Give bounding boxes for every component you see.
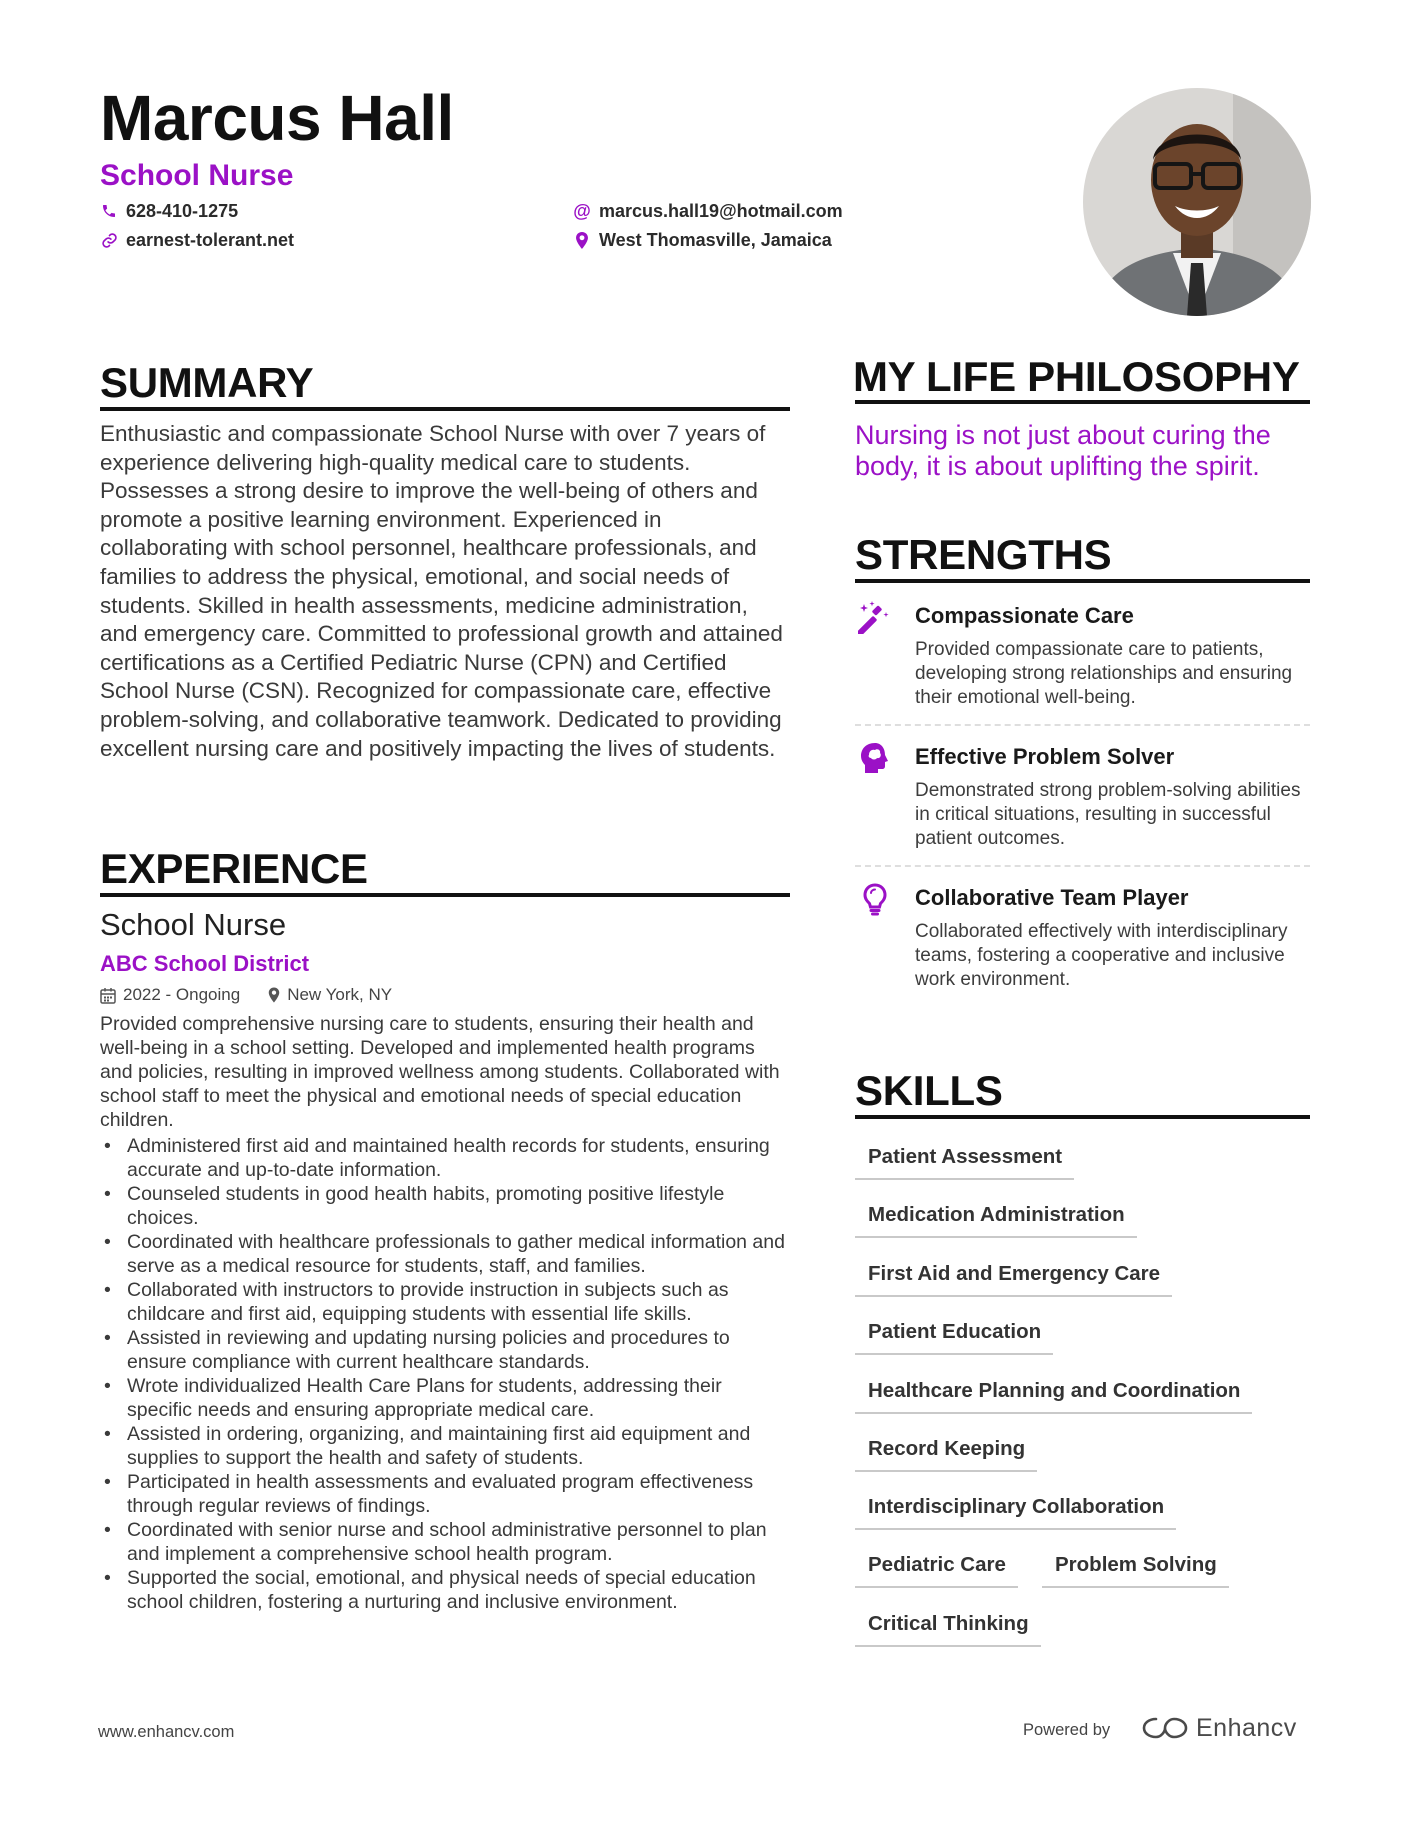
skill-tag: Pediatric Care (855, 1552, 1018, 1588)
job-meta (100, 984, 392, 1006)
footer-website[interactable]: www.enhancv.com (98, 1723, 235, 1741)
experience-divider (100, 893, 790, 897)
job-bullet: • Coordinated with senior nurse and school administrative personnel to plan and implement a comprehensive school health program. (100, 1518, 790, 1566)
experience-heading: EXPERIENCE (100, 845, 368, 892)
job-bullet: • Counseled students in good health habits, promoting positive lifestyle choices. (100, 1182, 790, 1230)
summary-heading: SUMMARY (100, 359, 314, 406)
job-bullet: • Assisted in ordering, organizing, and maintaining first aid equipment and supplies to support the health and safety of students. (100, 1422, 790, 1470)
calendar-icon (100, 987, 116, 1004)
phone-text: 628-410-1275 (126, 201, 239, 221)
job-bullet: • Wrote individualized Health Care Plans for students, addressing their specific needs and ensuring appropriate medical care. (100, 1374, 790, 1422)
strength-title: Collaborative Team Player (915, 885, 1189, 910)
magic-wand-icon (858, 600, 892, 634)
skills-divider (855, 1115, 1310, 1119)
contact-phone (100, 200, 238, 222)
skill-tag: Record Keeping (855, 1436, 1037, 1472)
email-text: marcus.hall19@hotmail.com (599, 201, 843, 221)
strength-title: Compassionate Care (915, 603, 1134, 628)
strength-title: Effective Problem Solver (915, 744, 1175, 769)
strength-description: Collaborated effectively with interdisciplinary teams, fostering a cooperative and inclusive work environment. (915, 921, 1288, 990)
job-company: ABC School District (100, 951, 310, 976)
skill-tag: Critical Thinking (855, 1611, 1041, 1647)
skills-heading: SKILLS (855, 1067, 1003, 1114)
job-bullet: • Administered first aid and maintained health records for students, ensuring accurate and up-to-date information. (100, 1134, 790, 1182)
philosophy-quote: Nursing is not just about curing the body, it is about uplifting the spirit. (855, 420, 1271, 481)
skill-tag: Patient Assessment (855, 1144, 1074, 1180)
contact-email[interactable] (573, 200, 843, 222)
job-bullet: • Collaborated with instructors to provide instruction in subjects such as childcare and first aid, equipping students with essential life skills. (100, 1278, 790, 1326)
candidate-title: School Nurse (100, 159, 294, 192)
strengths-heading: STRENGTHS (855, 531, 1112, 578)
job-bullet: • Participated in health assessments and evaluated program effectiveness through regular reviews of findings. (100, 1470, 790, 1518)
skill-tag: Patient Education (855, 1319, 1053, 1355)
skill-tag: Interdisciplinary Collaboration (855, 1494, 1176, 1530)
skill-tag: Medication Administration (855, 1202, 1137, 1238)
footer-brand-logo[interactable] (1142, 1713, 1297, 1743)
at-sign-icon: @ (573, 201, 591, 221)
website-text: earnest-tolerant.net (126, 230, 295, 250)
link-icon (100, 231, 118, 249)
summary-text: Enthusiastic and compassionate School Nurse with over 7 years of experience delivering high-quality medical care to students. Possesses a strong desire to improve the well-being of others and promote a positive learning environment. Experienced in collaborating with school personnel, healthcare professionals, and families to address the physical, emotional, and social needs of students. Skilled in health assessments, medicine administration, and emergency care. Committed to professional growth and attained certifications as a Certified Pediatric Nurse (CPN) and Certified School Nurse (CSN). Recognized for compassionate care, effective problem-solving, and collaborative teamwork. Dedicated to providing excellent nursing care and positively impacting the lives of students. (100, 421, 783, 761)
strength-description: Demonstrated strong problem-solving abilities in critical situations, resulting in successful patient outcomes. (915, 780, 1301, 849)
summary-divider (100, 407, 790, 411)
contact-location (573, 229, 832, 251)
job-dates: 2022 - Ongoing (123, 985, 241, 1004)
profile-photo (1083, 88, 1311, 316)
footer-brand-name: Enhancv (1196, 1714, 1297, 1742)
phone-icon (100, 202, 118, 220)
philosophy-divider (855, 400, 1310, 404)
location-pin-icon (573, 231, 591, 249)
job-bullets (100, 1134, 790, 1614)
strength-separator (855, 865, 1310, 867)
skill-tag: Healthcare Planning and Coordination (855, 1378, 1252, 1414)
philosophy-heading: MY LIFE PHILOSOPHY (853, 353, 1300, 400)
job-title: School Nurse (100, 907, 287, 942)
contact-website[interactable] (100, 229, 294, 251)
job-location: New York, NY (287, 985, 393, 1004)
job-bullet: • Supported the social, emotional, and physical needs of special education school children, fostering a nurturing and inclusive environment. (100, 1566, 790, 1614)
lightbulb-icon (858, 882, 892, 916)
skill-tag: First Aid and Emergency Care (855, 1261, 1172, 1297)
footer-powered-by: Powered by (1023, 1721, 1111, 1739)
strengths-divider (855, 579, 1310, 583)
job-description: Provided comprehensive nursing care to students, ensuring their health and well-being in a school setting. Developed and implemented health programs and policies, resulting in improved wellness among students. Collaborated with school staff to meet the physical and emotional needs of special education children. (100, 1013, 780, 1131)
job-bullet: • Assisted in reviewing and updating nursing policies and procedures to ensure compliance with current healthcare standards. (100, 1326, 790, 1374)
location-text: West Thomasville, Jamaica (599, 230, 832, 250)
job-bullet: • Coordinated with healthcare professionals to gather medical information and serve as a medical resource for students, staff, and families. (100, 1230, 790, 1278)
location-pin-icon (268, 987, 280, 1003)
candidate-name: Marcus Hall (100, 82, 454, 154)
strength-description: Provided compassionate care to patients, developing strong relationships and ensuring their emotional well-being. (915, 639, 1293, 708)
strength-separator (855, 724, 1310, 726)
head-brain-icon (858, 741, 892, 775)
enhancv-logo-icon (1142, 1716, 1188, 1740)
skill-tag: Problem Solving (1042, 1552, 1229, 1588)
